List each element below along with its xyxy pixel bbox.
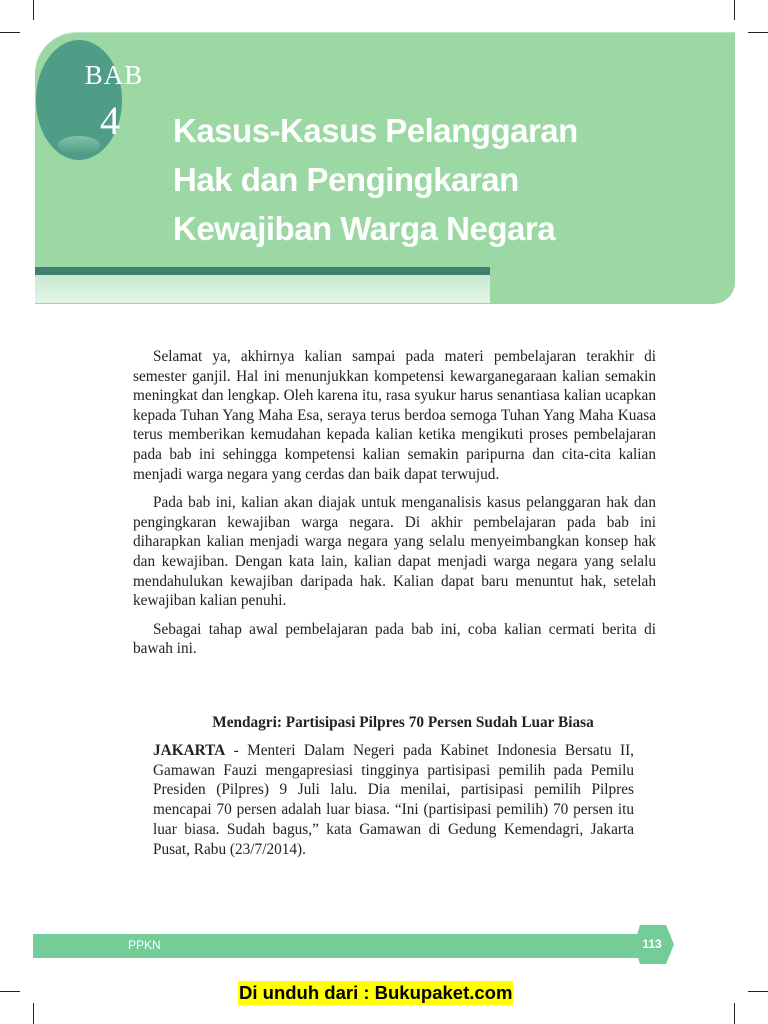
crop-mark <box>0 32 20 33</box>
crop-mark <box>748 32 768 33</box>
crop-mark <box>734 0 735 20</box>
header-stripe-light <box>35 275 490 303</box>
title-line: Hak dan Pengingkaran <box>173 161 519 198</box>
title-line: Kasus-Kasus Pelanggaran <box>173 112 578 149</box>
badge-shine <box>58 136 100 154</box>
news-body <box>153 741 634 859</box>
footer-subject: PPKN <box>128 938 161 952</box>
news-dateline: JAKARTA <box>153 742 226 759</box>
footer-bar <box>33 934 645 958</box>
crop-mark <box>0 991 20 992</box>
crop-mark <box>734 1003 735 1024</box>
header-stripe <box>35 267 490 275</box>
bab-label: BAB <box>84 60 144 90</box>
page-number: 113 <box>642 937 662 951</box>
crop-mark <box>748 991 768 992</box>
news-title: Mendagri: Partisipasi Pilpres 70 Persen Sudah Luar Biasa <box>212 714 594 731</box>
chapter-title <box>173 106 578 253</box>
crop-mark <box>33 0 34 20</box>
intro-text <box>133 347 656 668</box>
paragraph: Selamat ya, akhirnya kalian sampai pada materi pembelajaran terakhir di semester ganjil. Hal ini menunjukkan kompetensi kewarganegaraan kalian semakin meningkat dan lengkap. Oleh karena itu, rasa syukur harus senantiasa kalian ucapkan kepada Tuhan Yang Maha Esa, seraya terus berdoa semoga Tuhan Yang Maha Kuasa terus memberikan kemudahan kepada kalian ketika mengikuti proses pembelajaran pada bab ini sehingga kompetensi kalian semakin paripurna dan cita-cita kalian menjadi warga negara yang cerdas dan baik dapat terwujud. <box>133 348 656 483</box>
paragraph: Pada bab ini, kalian akan diajak untuk menganalisis kasus pelanggaran hak dan pengingkaran kewajiban warga negara. Di akhir pembelajaran pada bab ini diharapkan kalian menjadi warga negara yang selalu menyeimbangkan konsep hak dan kewajiban. Dengan kata lain, kalian dapat menjadi warga negara yang selalu mendahulukan kewajiban daripada hak. Kalian dapat baru menuntut hak, setelah kewajiban kalian penuhi. <box>133 494 656 610</box>
chapter-number: 4 <box>100 98 120 143</box>
paragraph: Sebagai tahap awal pembelajaran pada bab ini, coba kalian cermati berita di bawah ini. <box>133 620 656 658</box>
news-text: - Menteri Dalam Negeri pada Kabinet Indonesia Bersatu II, Gamawan Fauzi mengapresiasi tingginya partisipasi pemilih pada Pemilu Presiden (Pilpres) 9 Juli lalu. Dia menilai, partisipasi pemilih Pilpres mencapai 70 persen adalah luar biasa. “Ini (partisipasi pemilih) 70 persen itu luar biasa. Sudah bagus,” kata Gamawan di Gedung Kemendagri, Jakarta Pusat, Rabu (23/7/2014). <box>153 742 634 858</box>
download-watermark: Di unduh dari : Bukupaket.com <box>239 982 513 1003</box>
title-line: Kewajiban Warga Negara <box>173 210 556 247</box>
crop-mark <box>33 1003 34 1024</box>
